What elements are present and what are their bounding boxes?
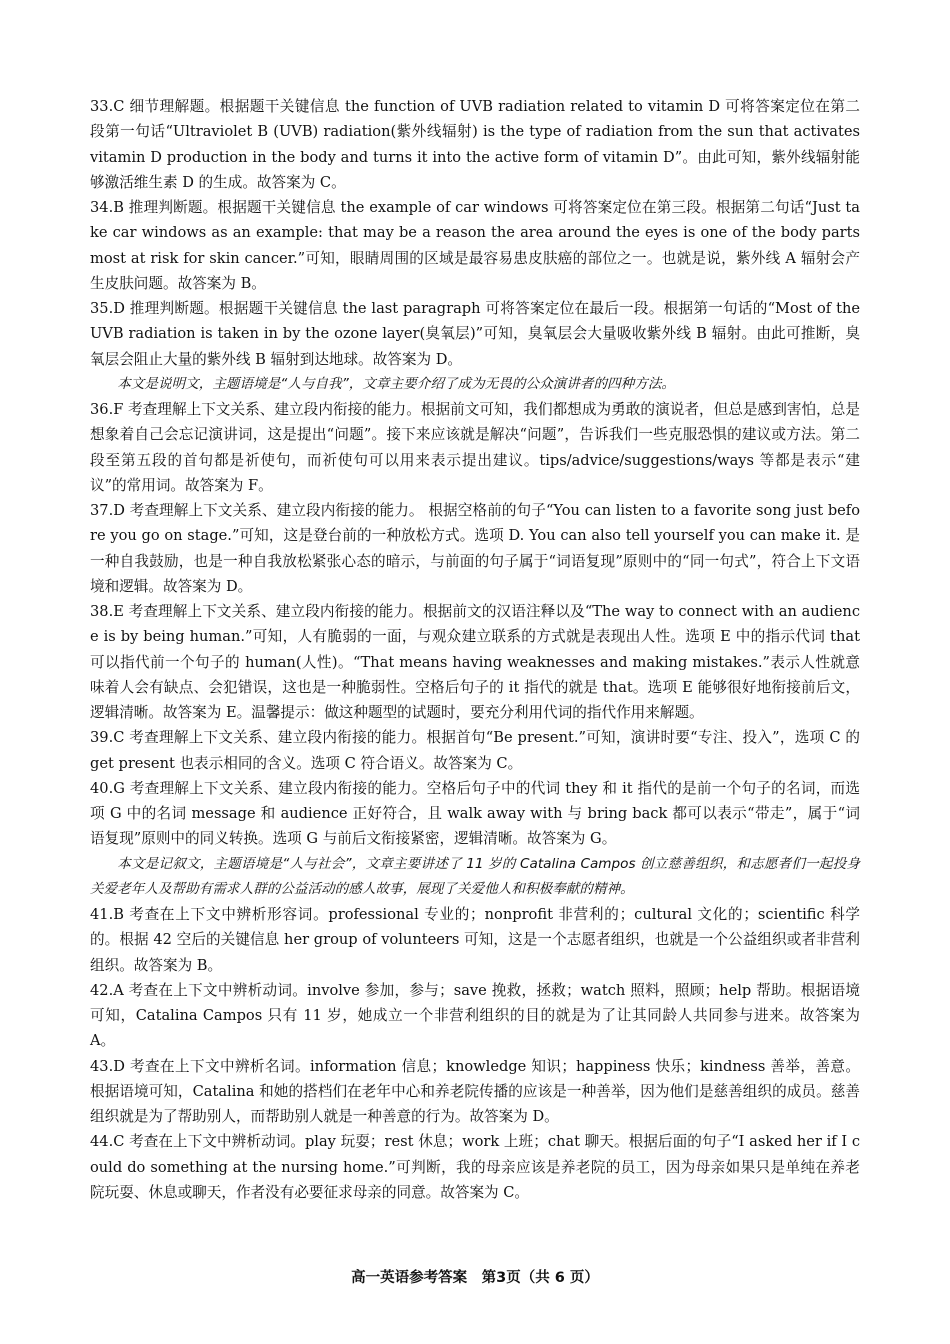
answer-39: 39.C 考查理解上下文关系、建立段内衔接的能力。根据首句“Be present.”可知，演讲时要“专注、投入”，选项 C 的 get present 也表示相同的含义。选项 C 符合语义。故答案为 C。 bbox=[90, 729, 860, 772]
answer-37: 37.D 考查理解上下文关系、建立段内衔接的能力。 根据空格前的句子“You can listen to a favorite song just before you go on stage.”可知，这是登台前的一种放松方式。选项 D. You can also tell yourself you can make it. 是一种自我鼓励，也是一种自我放松紧张心态的暗示，与前面的句子属于“词语复现”原则中的“同一句式”，符合上下文语境和逻辑。故答案为 D。 bbox=[90, 502, 860, 595]
answer-33: 33.C 细节理解题。根据题干关键信息 the function of UVB radiation related to vitamin D 可将答案定位在第二段第一句话“Ultraviolet B (UVB) radiation(紫外线辐射) is the type of radiation from the sun that activates vitamin D production in the body and turns it into the active form of vitamin D”。由此可知，紫外线辐射能够激活维生素 D 的生成。故答案为 C。 bbox=[90, 98, 860, 191]
answer-34: 34.B 推理判断题。根据题干关键信息 the example of car windows 可将答案定位在第三段。根据第二句话“Just take car windows as an example: that may be a reason the area around the eyes is one of the body parts most at risk for skin cancer.”可知，眼睛周围的区域是最容易患皮肤癌的部位之一。也就是说，紫外线 A 辐射会产生皮肤问题。故答案为 B。 bbox=[90, 199, 860, 292]
answer-41: 41.B 考查在上下文中辨析形容词。professional 专业的；nonprofit 非营利的；cultural 文化的；scientific 科学的。根据 42 空后的关键信息 her group of volunteers 可知，这是一个志愿者组织，也就是一个公益组织或者非营利组织。故答案为 B。 bbox=[90, 906, 860, 974]
passage-intro-cloze: 本文是记叙文，主题语境是“人与社会”，文章主要讲述了 11 岁的 Catalina Campos 创立慈善组织，和志愿者们一起投身关爱老年人及帮助有需求人群的公益活动的感人故事，展现了关爱他人和积极奉献的精神。 bbox=[90, 855, 860, 897]
answer-44: 44.C 考查在上下文中辨析动词。play 玩耍；rest 休息；work 上班；chat 聊天。根据后面的句子“I asked her if I could do something at the nursing home.”可判断，我的母亲应该是养老院的员工，因为母亲如果只是单纯在养老院玩耍、休息或聊天，作者没有必要征求母亲的同意。故答案为 C。 bbox=[90, 1133, 860, 1201]
answer-content bbox=[90, 94, 860, 1205]
page-footer: 高一英语参考答案 第3页（共 6 页） bbox=[351, 1270, 599, 1286]
answer-43: 43.D 考查在上下文中辨析名词。information 信息；knowledge 知识；happiness 快乐；kindness 善举，善意。根据语境可知，Catalina 和她的搭档们在老年中心和养老院传播的应该是一种善举，因为他们是慈善组织的成员。慈善组织就是为了帮助别人，而帮助别人就是一种善意的行为。故答案为 D。 bbox=[90, 1057, 860, 1125]
passage-intro-d: 本文是说明文，主题语境是“人与自我”，文章主要介绍了成为无畏的公众演讲者的四种方法。 bbox=[117, 375, 676, 392]
answer-35: 35.D 推理判断题。根据题干关键信息 the last paragraph 可将答案定位在最后一段。根据第一句话的“Most of the UVB radiation is taken in by the ozone layer(臭氧层)”可知，臭氧层会大量吸收紫外线 B 辐射。由此可推断，臭氧层会阻止大量的紫外线 B 辐射到达地球。故答案为 D。 bbox=[90, 300, 860, 368]
answer-42: 42.A 考查在上下文中辨析动词。involve 参加，参与；save 挽救，拯救；watch 照料，照顾；help 帮助。根据语境可知，Catalina Campos 只有 11 岁，她成立一个非营利组织的目的就是为了让其同龄人共同参与进来。故答案为 A。 bbox=[90, 981, 860, 1050]
answer-40: 40.G 考查理解上下文关系、建立段内衔接的能力。空格后句子中的代词 they 和 it 指代的是前一个句子的名词，而选项 G 中的名词 message 和 audience 正好符合，且 walk away with 与 bring back 都可以表示“带走”，属于“词语复现”原则中的同义转换。选项 G 与前后文衔接紧密，逻辑清晰。故答案为 G。 bbox=[90, 779, 860, 848]
answer-38: 38.E 考查理解上下文关系、建立段内衔接的能力。根据前文的汉语注释以及“The way to connect with an audience is by being human.”可知，人有脆弱的一面，与观众建立联系的方式就是表现出人性。选项 E 中的指示代词 that 可以指代前一个句子的 human(人性)。“That means having weaknesses and making mistakes.”表示人性就意味着人会有缺点、会犯错误，这也是一种脆弱性。空格后句子的 it 指代的就是 that。选项 E 能够很好地衔接前后文，逻辑清晰。故答案为 E。温馨提示：做这种题型的试题时，要充分利用代词的指代作用来解题。 bbox=[90, 603, 860, 721]
answer-36: 36.F 考查理解上下文关系、建立段内衔接的能力。根据前文可知，我们都想成为勇敢的演说者，但总是感到害怕，总是想象着自己会忘记演讲词，这是提出“问题”。接下来应该就是解决“问题”，告诉我们一些克服恐惧的建议或方法。第二段至第五段的首句都是祈使句，而祈使句可以用来表示提出建议。tips/advice/suggestions/ways 等都是表示“建议”的常用词。故答案为 F。 bbox=[90, 401, 860, 494]
